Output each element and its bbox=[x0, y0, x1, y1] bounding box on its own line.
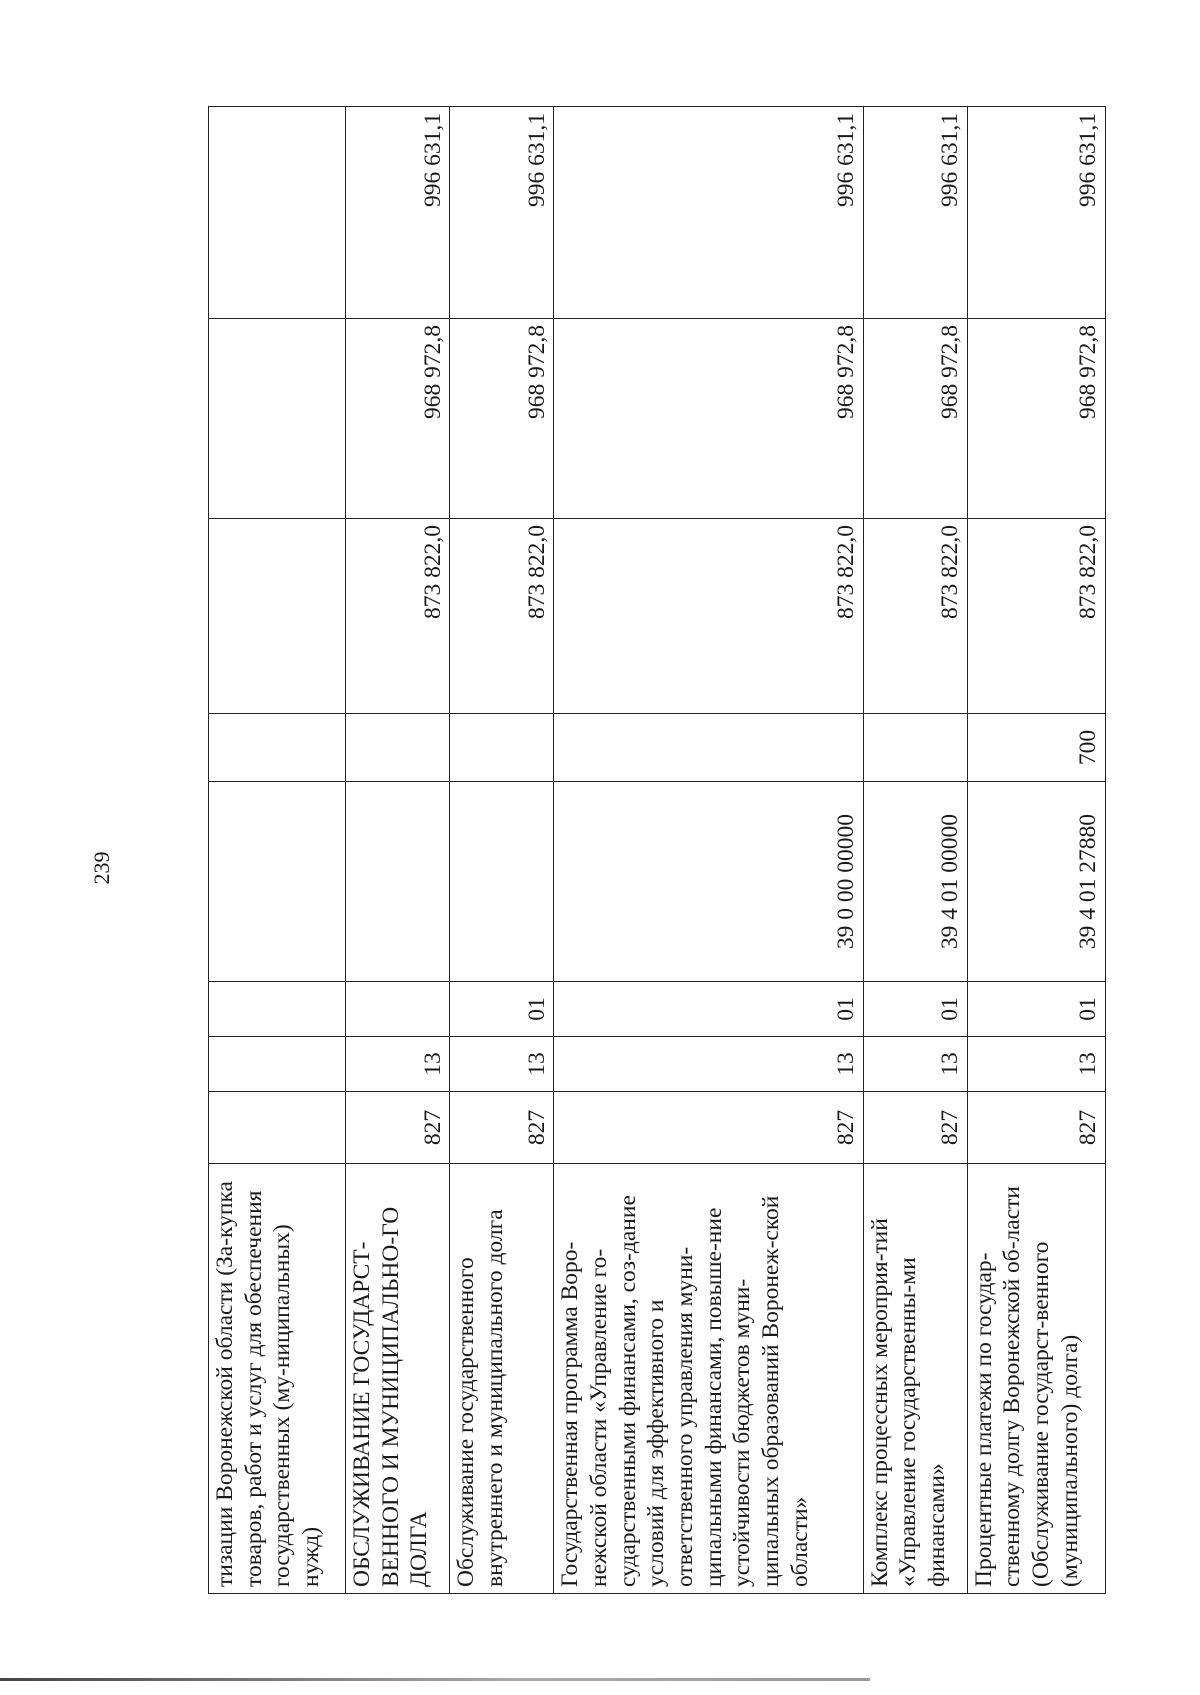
target-article-cell: 39 4 01 00000 bbox=[863, 782, 967, 982]
year1-cell bbox=[209, 519, 346, 714]
table-row bbox=[450, 107, 554, 1594]
year3-cell: 996 631,1 bbox=[863, 107, 967, 319]
year1-cell: 873 822,0 bbox=[863, 519, 967, 714]
scan-edge-line bbox=[0, 1678, 870, 1681]
year3-cell: 996 631,1 bbox=[450, 107, 554, 319]
ministry-cell: 827 bbox=[863, 1092, 967, 1164]
expense-type-cell bbox=[450, 714, 554, 782]
ministry-cell: 827 bbox=[450, 1092, 554, 1164]
expense-type-cell bbox=[863, 714, 967, 782]
section-cell bbox=[209, 1037, 346, 1092]
target-article-cell: 39 0 00 00000 bbox=[554, 782, 863, 982]
budget-table bbox=[208, 106, 1106, 1594]
year1-cell: 873 822,0 bbox=[450, 519, 554, 714]
ministry-cell: 827 bbox=[967, 1092, 1105, 1164]
target-article-cell: 39 4 01 27880 bbox=[967, 782, 1105, 982]
ministry-cell: 827 bbox=[554, 1092, 863, 1164]
year1-cell: 873 822,0 bbox=[967, 519, 1105, 714]
expense-type-cell: 700 bbox=[967, 714, 1105, 782]
target-article-cell bbox=[346, 782, 450, 982]
subsection-cell bbox=[209, 982, 346, 1037]
year3-cell: 996 631,1 bbox=[967, 107, 1105, 319]
ministry-cell: 827 bbox=[346, 1092, 450, 1164]
subsection-cell: 01 bbox=[967, 982, 1105, 1037]
year3-cell: 996 631,1 bbox=[346, 107, 450, 319]
expense-type-cell bbox=[346, 714, 450, 782]
year2-cell: 968 972,8 bbox=[863, 319, 967, 519]
row-name-cell: Государственная программа Воро-нежской области «Управление го-сударственными финансами, соз-дание условий для эффективного и ответственного управления муни-ципальными финансами, повыше-ние устойчивости бюджетов муни-ципальных образований Воронеж-ской области» bbox=[554, 1164, 863, 1594]
section-cell: 13 bbox=[967, 1037, 1105, 1092]
row-name-cell: ОБСЛУЖИВАНИЕ ГОСУДАРСТ-ВЕННОГО И МУНИЦИПАЛЬНО-ГО ДОЛГА bbox=[346, 1164, 450, 1594]
year2-cell: 968 972,8 bbox=[450, 319, 554, 519]
subsection-cell: 01 bbox=[554, 982, 863, 1037]
table-row bbox=[863, 107, 967, 1594]
target-article-cell bbox=[450, 782, 554, 982]
table-row bbox=[346, 107, 450, 1594]
ministry-cell bbox=[209, 1092, 346, 1164]
row-name-cell: Комплекс процессных мероприя-тий «Управление государственны-ми финансами» bbox=[863, 1164, 967, 1594]
expense-type-cell bbox=[554, 714, 863, 782]
section-cell: 13 bbox=[863, 1037, 967, 1092]
section-cell: 13 bbox=[450, 1037, 554, 1092]
section-cell: 13 bbox=[554, 1037, 863, 1092]
table-row bbox=[209, 107, 346, 1594]
year3-cell: 996 631,1 bbox=[554, 107, 863, 319]
year3-cell bbox=[209, 107, 346, 319]
table-row bbox=[554, 107, 863, 1594]
table-body bbox=[209, 107, 1106, 1594]
row-name-cell: Обслуживание государственного внутреннего и муниципального долга bbox=[450, 1164, 554, 1594]
subsection-cell: 01 bbox=[863, 982, 967, 1037]
year1-cell: 873 822,0 bbox=[346, 519, 450, 714]
row-name-cell: тизации Воронежской области (За-купка товаров, работ и услуг для обеспечения государственных (му-ниципальных) нужд) bbox=[209, 1164, 346, 1594]
budget-table-rotated bbox=[208, 107, 1106, 1594]
year1-cell: 873 822,0 bbox=[554, 519, 863, 714]
year2-cell bbox=[209, 319, 346, 519]
row-name-cell: Процентные платежи по государ-ственному долгу Воронежской об-ласти (Обслуживание государст-венного (муниципального) долга) bbox=[967, 1164, 1105, 1594]
year2-cell: 968 972,8 bbox=[967, 319, 1105, 519]
target-article-cell bbox=[209, 782, 346, 982]
subsection-cell bbox=[346, 982, 450, 1037]
subsection-cell: 01 bbox=[450, 982, 554, 1037]
table-row bbox=[967, 107, 1105, 1594]
page-number: 239 bbox=[89, 851, 114, 885]
section-cell: 13 bbox=[346, 1037, 450, 1092]
year2-cell: 968 972,8 bbox=[346, 319, 450, 519]
year2-cell: 968 972,8 bbox=[554, 319, 863, 519]
expense-type-cell bbox=[209, 714, 346, 782]
